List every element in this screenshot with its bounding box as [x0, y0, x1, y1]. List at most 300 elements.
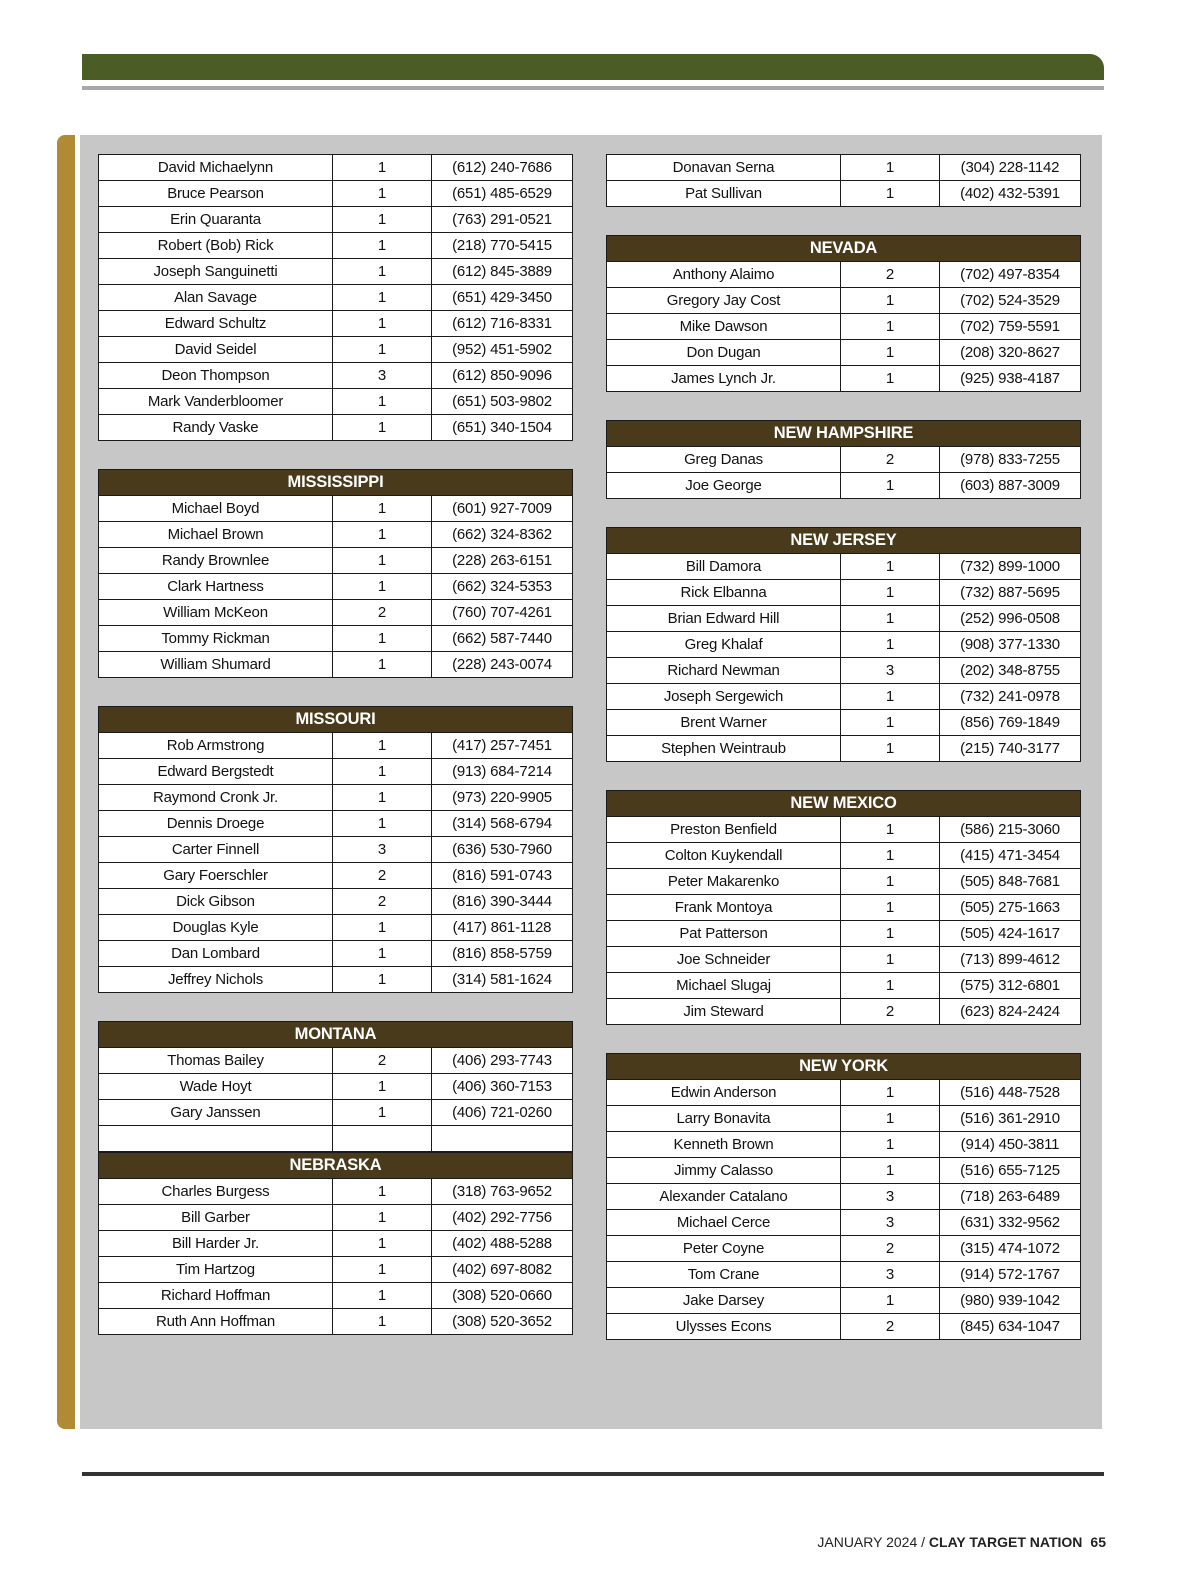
table-row [99, 1074, 573, 1100]
name-cell: Tim Hartzog [99, 1257, 333, 1283]
name-cell: Michael Slugaj [607, 973, 841, 999]
count-cell: 1 [333, 285, 432, 311]
phone-cell: (925) 938-4187 [940, 366, 1081, 392]
table-row [607, 580, 1081, 606]
state-header-row [607, 1054, 1081, 1080]
count-cell: 1 [841, 366, 940, 392]
table-row [607, 999, 1081, 1025]
table-row [607, 895, 1081, 921]
table-row [607, 1080, 1081, 1106]
table-row [607, 817, 1081, 843]
name-cell: Michael Brown [99, 522, 333, 548]
table-row [607, 632, 1081, 658]
name-cell: Michael Boyd [99, 496, 333, 522]
count-cell: 2 [841, 999, 940, 1025]
name-cell: Rob Armstrong [99, 733, 333, 759]
count-cell: 1 [333, 207, 432, 233]
name-cell: Tom Crane [607, 1262, 841, 1288]
name-cell: Wade Hoyt [99, 1074, 333, 1100]
table-row [99, 652, 573, 678]
name-cell: Edwin Anderson [607, 1080, 841, 1106]
name-cell: Bill Damora [607, 554, 841, 580]
count-cell: 1 [841, 921, 940, 947]
count-cell: 2 [841, 1236, 940, 1262]
count-cell: 1 [333, 759, 432, 785]
phone-cell: (914) 450-3811 [940, 1132, 1081, 1158]
count-cell: 1 [333, 1100, 432, 1126]
count-cell: 1 [333, 811, 432, 837]
count-cell: 1 [841, 817, 940, 843]
table-row [99, 759, 573, 785]
phone-cell: (651) 503-9802 [432, 389, 573, 415]
name-cell: Frank Montoya [607, 895, 841, 921]
name-cell: Jeffrey Nichols [99, 967, 333, 993]
name-cell: William Shumard [99, 652, 333, 678]
phone-cell: (816) 858-5759 [432, 941, 573, 967]
table-row [99, 600, 573, 626]
phone-cell: (586) 215-3060 [940, 817, 1081, 843]
name-cell: Dick Gibson [99, 889, 333, 915]
count-cell: 1 [333, 967, 432, 993]
member-table [606, 154, 1081, 207]
member-table [98, 1152, 573, 1335]
name-cell: Mike Dawson [607, 314, 841, 340]
count-cell: 1 [841, 155, 940, 181]
name-cell: Ulysses Econs [607, 1314, 841, 1340]
name-cell: William McKeon [99, 600, 333, 626]
state-heading: NEW YORK [607, 1054, 1081, 1080]
name-cell: Joseph Sanguinetti [99, 259, 333, 285]
phone-cell: (713) 899-4612 [940, 947, 1081, 973]
table-row [99, 785, 573, 811]
table-row [99, 1231, 573, 1257]
footer-brand: CLAY TARGET NATION [928, 1534, 1083, 1550]
table-row [99, 363, 573, 389]
table-row [99, 181, 573, 207]
phone-cell: (702) 759-5591 [940, 314, 1081, 340]
table-row [607, 973, 1081, 999]
name-cell: Dennis Droege [99, 811, 333, 837]
name-cell: Anthony Alaimo [607, 262, 841, 288]
state-header-row [99, 470, 573, 496]
name-cell: Mark Vanderbloomer [99, 389, 333, 415]
count-cell: 1 [841, 181, 940, 207]
phone-cell: (651) 340-1504 [432, 415, 573, 441]
phone-cell: (612) 850-9096 [432, 363, 573, 389]
phone-cell: (612) 845-3889 [432, 259, 573, 285]
state-heading: NEVADA [607, 236, 1081, 262]
name-cell: Jim Steward [607, 999, 841, 1025]
count-cell: 1 [841, 947, 940, 973]
state-heading: MONTANA [99, 1022, 573, 1048]
state-section-montana [98, 1021, 572, 1152]
name-cell: Edward Schultz [99, 311, 333, 337]
table-row [99, 548, 573, 574]
table-row [99, 1205, 573, 1231]
table-row [99, 1257, 573, 1283]
member-table [606, 420, 1081, 499]
phone-cell: (318) 763-9652 [432, 1179, 573, 1205]
phone-cell: (228) 243-0074 [432, 652, 573, 678]
count-cell: 1 [841, 1132, 940, 1158]
table-row [99, 285, 573, 311]
phone-cell: (402) 432-5391 [940, 181, 1081, 207]
count-cell: 1 [841, 314, 940, 340]
state-section-new-mexico [606, 790, 1080, 1025]
name-cell: Michael Cerce [607, 1210, 841, 1236]
table-row [607, 1288, 1081, 1314]
name-cell [99, 1126, 333, 1152]
table-row [99, 207, 573, 233]
phone-cell [432, 1126, 573, 1152]
name-cell: Stephen Weintraub [607, 736, 841, 762]
phone-cell: (662) 324-5353 [432, 574, 573, 600]
name-cell: Deon Thompson [99, 363, 333, 389]
phone-cell: (763) 291-0521 [432, 207, 573, 233]
count-cell: 1 [333, 522, 432, 548]
state-heading: NEW MEXICO [607, 791, 1081, 817]
count-cell: 1 [333, 155, 432, 181]
count-cell: 1 [841, 606, 940, 632]
member-table [98, 469, 573, 678]
table-row [607, 736, 1081, 762]
count-cell: 1 [841, 1158, 940, 1184]
count-cell: 1 [841, 1106, 940, 1132]
name-cell: Kenneth Brown [607, 1132, 841, 1158]
phone-cell: (636) 530-7960 [432, 837, 573, 863]
table-row [607, 1158, 1081, 1184]
phone-cell: (402) 697-8082 [432, 1257, 573, 1283]
phone-cell: (651) 485-6529 [432, 181, 573, 207]
name-cell: Robert (Bob) Rick [99, 233, 333, 259]
state-header-row [607, 421, 1081, 447]
state-section-nebraska [98, 1152, 572, 1335]
count-cell: 1 [841, 554, 940, 580]
table-row [99, 337, 573, 363]
table-row [99, 889, 573, 915]
count-cell: 1 [333, 259, 432, 285]
phone-cell: (417) 257-7451 [432, 733, 573, 759]
member-table [606, 1053, 1081, 1340]
count-cell: 1 [333, 1179, 432, 1205]
phone-cell: (816) 591-0743 [432, 863, 573, 889]
phone-cell: (732) 241-0978 [940, 684, 1081, 710]
count-cell: 1 [841, 736, 940, 762]
name-cell: Richard Hoffman [99, 1283, 333, 1309]
table-row [607, 314, 1081, 340]
footer-date: JANUARY 2024 [817, 1534, 918, 1550]
name-cell: Randy Vaske [99, 415, 333, 441]
table-row [99, 259, 573, 285]
name-cell: David Seidel [99, 337, 333, 363]
name-cell: Joseph Sergewich [607, 684, 841, 710]
count-cell: 1 [333, 415, 432, 441]
table-row [99, 811, 573, 837]
footer-separator: / [917, 1534, 929, 1550]
phone-cell: (505) 424-1617 [940, 921, 1081, 947]
name-cell: Pat Sullivan [607, 181, 841, 207]
phone-cell: (208) 320-8627 [940, 340, 1081, 366]
table-row [99, 941, 573, 967]
count-cell: 1 [333, 1074, 432, 1100]
name-cell: Greg Danas [607, 447, 841, 473]
table-row [607, 1314, 1081, 1340]
member-table [606, 235, 1081, 392]
state-header-row [99, 1153, 573, 1179]
state-section-mississippi [98, 469, 572, 678]
name-cell: Clark Hartness [99, 574, 333, 600]
count-cell: 1 [841, 973, 940, 999]
phone-cell: (202) 348-8755 [940, 658, 1081, 684]
phone-cell: (417) 861-1128 [432, 915, 573, 941]
page-number: 65 [1090, 1534, 1106, 1550]
count-cell: 1 [841, 710, 940, 736]
table-row [607, 869, 1081, 895]
phone-cell: (314) 581-1624 [432, 967, 573, 993]
name-cell: Preston Benfield [607, 817, 841, 843]
name-cell: Carter Finnell [99, 837, 333, 863]
count-cell: 1 [333, 574, 432, 600]
name-cell: Bill Harder Jr. [99, 1231, 333, 1257]
count-cell: 1 [841, 1288, 940, 1314]
table-row [99, 626, 573, 652]
table-row [99, 574, 573, 600]
page-footer [817, 1534, 1106, 1550]
table-row [607, 1184, 1081, 1210]
table-row [99, 415, 573, 441]
table-row [99, 1048, 573, 1074]
table-row [607, 340, 1081, 366]
phone-cell: (516) 361-2910 [940, 1106, 1081, 1132]
table-row [99, 496, 573, 522]
state-heading: MISSOURI [99, 707, 573, 733]
name-cell: Joe Schneider [607, 947, 841, 973]
member-table [98, 154, 573, 441]
state-header-row [607, 236, 1081, 262]
table-row [607, 947, 1081, 973]
phone-cell: (856) 769-1849 [940, 710, 1081, 736]
phone-cell: (406) 721-0260 [432, 1100, 573, 1126]
count-cell: 1 [333, 181, 432, 207]
count-cell: 1 [841, 869, 940, 895]
count-cell: 2 [841, 1314, 940, 1340]
name-cell: Tommy Rickman [99, 626, 333, 652]
name-cell: Edward Bergstedt [99, 759, 333, 785]
table-row [607, 710, 1081, 736]
phone-cell: (816) 390-3444 [432, 889, 573, 915]
phone-cell: (702) 524-3529 [940, 288, 1081, 314]
name-cell: David Michaelynn [99, 155, 333, 181]
table-row [607, 1210, 1081, 1236]
name-cell: Thomas Bailey [99, 1048, 333, 1074]
table-row [99, 915, 573, 941]
table-row [99, 389, 573, 415]
table-row [607, 658, 1081, 684]
state-heading: MISSISSIPPI [99, 470, 573, 496]
count-cell: 1 [841, 895, 940, 921]
phone-cell: (505) 275-1663 [940, 895, 1081, 921]
count-cell: 2 [841, 262, 940, 288]
state-section-new-jersey [606, 527, 1080, 762]
table-row [607, 843, 1081, 869]
count-cell: 1 [841, 580, 940, 606]
phone-cell: (718) 263-6489 [940, 1184, 1081, 1210]
table-row [607, 1236, 1081, 1262]
count-cell: 1 [333, 389, 432, 415]
phone-cell: (516) 448-7528 [940, 1080, 1081, 1106]
phone-cell: (651) 429-3450 [432, 285, 573, 311]
count-cell: 3 [841, 1210, 940, 1236]
phone-cell: (308) 520-0660 [432, 1283, 573, 1309]
phone-cell: (575) 312-6801 [940, 973, 1081, 999]
member-table [606, 527, 1081, 762]
continued-section [98, 154, 572, 441]
phone-cell: (631) 332-9562 [940, 1210, 1081, 1236]
table-row [607, 447, 1081, 473]
phone-cell: (908) 377-1330 [940, 632, 1081, 658]
right-column [606, 154, 1080, 1368]
name-cell: Charles Burgess [99, 1179, 333, 1205]
table-row [99, 311, 573, 337]
phone-cell: (952) 451-5902 [432, 337, 573, 363]
name-cell: Jimmy Calasso [607, 1158, 841, 1184]
name-cell: Jake Darsey [607, 1288, 841, 1314]
table-row [99, 155, 573, 181]
count-cell: 3 [841, 1262, 940, 1288]
name-cell: Greg Khalaf [607, 632, 841, 658]
header-color-bar [82, 54, 1104, 80]
name-cell: Douglas Kyle [99, 915, 333, 941]
phone-cell: (406) 360-7153 [432, 1074, 573, 1100]
state-heading: NEBRASKA [99, 1153, 573, 1179]
state-header-row [99, 1022, 573, 1048]
phone-cell: (601) 927-7009 [432, 496, 573, 522]
name-cell: Joe George [607, 473, 841, 499]
count-cell: 1 [841, 684, 940, 710]
table-row [607, 473, 1081, 499]
name-cell: Rick Elbanna [607, 580, 841, 606]
name-cell: Bill Garber [99, 1205, 333, 1231]
name-cell: Alexander Catalano [607, 1184, 841, 1210]
phone-cell: (402) 488-5288 [432, 1231, 573, 1257]
name-cell: Brian Edward Hill [607, 606, 841, 632]
phone-cell: (978) 833-7255 [940, 447, 1081, 473]
name-cell: Gary Foerschler [99, 863, 333, 889]
phone-cell: (308) 520-3652 [432, 1309, 573, 1335]
count-cell: 3 [333, 363, 432, 389]
count-cell: 1 [333, 785, 432, 811]
name-cell: Pat Patterson [607, 921, 841, 947]
count-cell [333, 1126, 432, 1152]
footer-rule [82, 1472, 1104, 1476]
phone-cell: (732) 899-1000 [940, 554, 1081, 580]
name-cell: Alan Savage [99, 285, 333, 311]
phone-cell: (702) 497-8354 [940, 262, 1081, 288]
state-heading: NEW JERSEY [607, 528, 1081, 554]
phone-cell: (662) 324-8362 [432, 522, 573, 548]
count-cell: 1 [333, 941, 432, 967]
count-cell: 1 [333, 1283, 432, 1309]
count-cell: 1 [333, 733, 432, 759]
table-row [99, 837, 573, 863]
phone-cell: (612) 716-8331 [432, 311, 573, 337]
phone-cell: (415) 471-3454 [940, 843, 1081, 869]
phone-cell: (215) 740-3177 [940, 736, 1081, 762]
table-row [99, 733, 573, 759]
phone-cell: (516) 655-7125 [940, 1158, 1081, 1184]
count-cell: 1 [841, 843, 940, 869]
name-cell: James Lynch Jr. [607, 366, 841, 392]
count-cell: 1 [841, 288, 940, 314]
header-rule [82, 86, 1104, 90]
name-cell: Bruce Pearson [99, 181, 333, 207]
phone-cell: (623) 824-2424 [940, 999, 1081, 1025]
name-cell: Randy Brownlee [99, 548, 333, 574]
phone-cell: (662) 587-7440 [432, 626, 573, 652]
count-cell: 1 [333, 1205, 432, 1231]
count-cell: 1 [333, 652, 432, 678]
count-cell: 2 [841, 447, 940, 473]
state-section-new-hampshire [606, 420, 1080, 499]
phone-cell: (505) 848-7681 [940, 869, 1081, 895]
state-section-new-york [606, 1053, 1080, 1340]
state-header-row [607, 791, 1081, 817]
name-cell: Brent Warner [607, 710, 841, 736]
state-header-row [99, 707, 573, 733]
count-cell: 1 [333, 1309, 432, 1335]
table-row [99, 1179, 573, 1205]
member-table [98, 706, 573, 993]
table-row [607, 1262, 1081, 1288]
count-cell: 1 [333, 1231, 432, 1257]
table-row [99, 233, 573, 259]
phone-cell: (218) 770-5415 [432, 233, 573, 259]
count-cell: 2 [333, 1048, 432, 1074]
name-cell: Colton Kuykendall [607, 843, 841, 869]
phone-cell: (980) 939-1042 [940, 1288, 1081, 1314]
continued-section [606, 154, 1080, 207]
table-row [99, 1100, 573, 1126]
count-cell: 2 [333, 863, 432, 889]
count-cell: 3 [841, 1184, 940, 1210]
table-row [607, 554, 1081, 580]
phone-cell: (314) 568-6794 [432, 811, 573, 837]
count-cell: 1 [841, 473, 940, 499]
table-row [607, 1106, 1081, 1132]
member-table [606, 790, 1081, 1025]
table-row [607, 288, 1081, 314]
state-heading: NEW HAMPSHIRE [607, 421, 1081, 447]
phone-cell: (603) 887-3009 [940, 473, 1081, 499]
table-row [607, 366, 1081, 392]
count-cell: 1 [333, 233, 432, 259]
phone-cell: (612) 240-7686 [432, 155, 573, 181]
phone-cell: (252) 996-0508 [940, 606, 1081, 632]
phone-cell: (973) 220-9905 [432, 785, 573, 811]
count-cell: 1 [333, 311, 432, 337]
count-cell: 1 [333, 496, 432, 522]
table-row [99, 863, 573, 889]
count-cell: 1 [333, 626, 432, 652]
count-cell: 2 [333, 600, 432, 626]
name-cell: Don Dugan [607, 340, 841, 366]
phone-cell: (914) 572-1767 [940, 1262, 1081, 1288]
name-cell: Raymond Cronk Jr. [99, 785, 333, 811]
state-header-row [607, 528, 1081, 554]
count-cell: 1 [333, 915, 432, 941]
table-row [607, 606, 1081, 632]
table-row [607, 181, 1081, 207]
